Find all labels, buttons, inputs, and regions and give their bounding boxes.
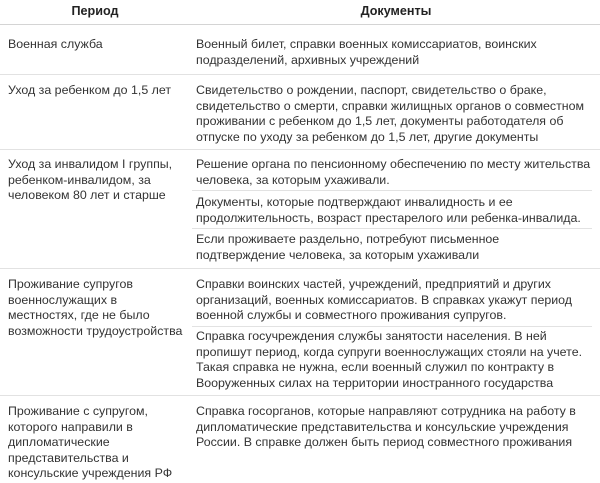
table-header-row — [0, 0, 600, 25]
row-disabled-care-document-1: Решение органа по пенсионному обеспечению по месту жительства человека, за которым ухаживали. — [196, 157, 591, 187]
row-divider — [0, 74, 600, 75]
row-childcare-period: Уход за ребенком до 1,5 лет — [8, 83, 172, 97]
row-divider — [0, 149, 600, 150]
row-diplomatic-spouse-period: Проживание с супругом, которого направили в дипломатические представительства и консульские учреждения РФ — [8, 404, 173, 480]
row-military-spouses-document-1: Справки воинских частей, учреждений, предприятий и других организаций, военных комиссариатов. В справках укажут период военной службы и совместного проживания супругов. — [196, 277, 573, 322]
paragraph-divider — [192, 228, 592, 229]
row-disabled-care-document-2: Документы, которые подтверждают инвалидность и ее продолжительность, возраст престарелого или ребенка-инвалида. — [196, 195, 581, 225]
row-divider — [0, 395, 600, 396]
paragraph-divider — [192, 326, 592, 327]
row-divider — [0, 268, 600, 269]
header-documents: Документы — [360, 4, 432, 18]
row-disabled-care-document-3: Если проживаете раздельно, потребуют письменное подтверждение человека, за которым ухаживали — [196, 232, 500, 262]
row-military-period: Военная служба — [8, 37, 103, 51]
header-period: Период — [71, 4, 119, 18]
row-diplomatic-spouse-document: Справка госорганов, которые направляют сотрудника на работу в дипломатические представительства и консульские учреждения России. В справке должен быть период совместного проживания — [196, 404, 576, 449]
row-childcare-document: Свидетельство о рождении, паспорт, свидетельство о браке, свидетельство о смерти, справки жилищных органов о совместном проживании с ребенком до 1,5 лет, документы работодателя об отпуске по уходу за ребенком до 1,5 лет, другие документы — [196, 83, 585, 144]
row-disabled-care-period: Уход за инвалидом I группы, ребенком-инвалидом, за человеком 80 лет и старше — [8, 157, 173, 202]
paragraph-divider — [192, 190, 592, 191]
row-military-document: Военный билет, справки военных комиссариатов, воинских подразделений, архивных учреждений — [196, 37, 537, 67]
row-military-spouses-document-2: Справка госучреждения службы занятости населения. В ней пропишут период, когда супруги военнослужащих стояли на учете. Такая справка не нужна, если военный служил по контракту в Вооруженных силах на территории иностранного государства — [196, 329, 583, 390]
row-military-spouses-period: Проживание супругов военнослужащих в местностях, где не было возможности трудоустройства — [8, 277, 183, 338]
